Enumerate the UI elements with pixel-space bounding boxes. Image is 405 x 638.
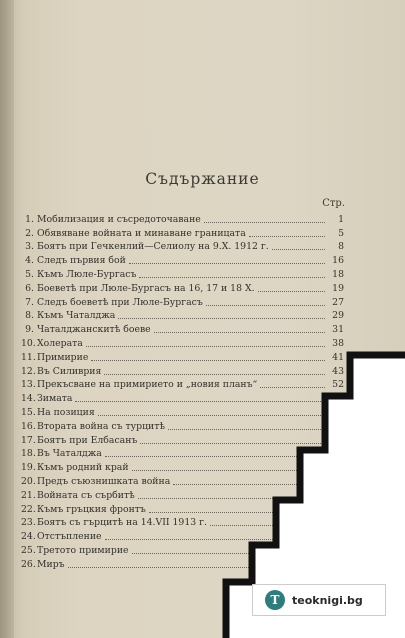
toc-entry-title: Войната съ сърбитѣ xyxy=(37,489,135,501)
toc-entry-title: Прекъсване на примирието и „новия планъ“ xyxy=(37,379,258,391)
toc-entry-page: 52 xyxy=(332,379,344,391)
toc-entry-title: Чаталджанскитѣ боеве xyxy=(37,324,151,336)
toc-entry-page: 1 xyxy=(338,213,344,225)
toc-entry-number: 22. xyxy=(21,503,36,515)
toc-entry-title: На позиция xyxy=(37,406,95,418)
book-logo-icon xyxy=(265,590,285,610)
toc-entry-title: Къмъ гръцкия фронтъ xyxy=(37,503,146,515)
toc-entry-number: 4. xyxy=(25,255,34,267)
toc-entry-number: 14. xyxy=(21,393,36,405)
toc-entry-title: Предъ съюзнишката война xyxy=(37,475,171,487)
toc-entry-page: 41 xyxy=(332,351,344,363)
toc-entry-number: 8. xyxy=(25,310,34,322)
toc-entry-page: 43 xyxy=(332,365,344,377)
toc-entry-title: Примирие xyxy=(37,351,89,363)
toc-entry-title: Следъ първия бой xyxy=(37,255,126,267)
toc-entry-title: Следъ боеветѣ при Люле-Бургасъ xyxy=(37,296,203,308)
page-column-header: Стр. xyxy=(322,198,345,209)
toc-entry-page: 18 xyxy=(332,268,344,280)
toc-entry-number: 17. xyxy=(21,434,36,446)
toc-entry-title: Боятъ съ гърцитѣ на 14.VII 1913 г. xyxy=(37,517,207,529)
toc-entry-title: Боятъ при Гечкенлий—Селиолу на 9.Х. 1912 г. xyxy=(37,241,269,253)
watermark-logo xyxy=(252,584,386,616)
toc-entry-title: Отстъпление xyxy=(37,531,102,543)
toc-entry-title: Боеветѣ при Люле-Бургасъ на 16, 17 и 18 Х. xyxy=(37,282,255,294)
toc-entry-title: Боятъ при Елбасанъ xyxy=(37,434,138,446)
toc-entry-title: Холерата xyxy=(37,337,83,349)
toc-entry-number: 25. xyxy=(21,544,36,556)
toc-entry-number: 24. xyxy=(21,531,36,543)
toc-entry-number: 20. xyxy=(21,475,36,487)
toc-entry-title: Обявяване войната и минаване границата xyxy=(37,227,246,239)
toc-entry-number: 21. xyxy=(21,489,36,501)
toc-entry-number: 2. xyxy=(25,227,34,239)
toc-entry-title: Въ Чаталджа xyxy=(37,448,102,460)
toc-entry-number: 16. xyxy=(21,420,36,432)
toc-entry-page: 8 xyxy=(338,241,344,253)
toc-entry-title: Зимата xyxy=(37,393,73,405)
toc-entry-page: 31 xyxy=(332,324,344,336)
toc-entry-number: 3. xyxy=(25,241,34,253)
toc-entry-page: 16 xyxy=(332,255,344,267)
toc-entry-title: Къмъ родний край xyxy=(37,462,129,474)
toc-entry-number: 11. xyxy=(21,351,36,363)
toc-entry-title: Третото примирие xyxy=(37,544,129,556)
toc-entry-number: 26. xyxy=(21,558,36,570)
toc-entry-number: 10. xyxy=(21,337,36,349)
toc-entry-page: 19 xyxy=(332,282,344,294)
toc-entry-number: 13. xyxy=(21,379,36,391)
toc-entry-number: 23. xyxy=(21,517,36,529)
toc-entry-number: 7. xyxy=(25,296,34,308)
toc-entry-number: 19. xyxy=(21,462,36,474)
toc-entry-title: Мобилизация и съсредоточаване xyxy=(37,213,201,225)
toc-entry-number: 15. xyxy=(21,406,36,418)
toc-entry-title: Къмъ Люле-Бургасъ xyxy=(37,268,137,280)
toc-entry-number: 12. xyxy=(21,365,36,377)
toc-title: Съдържание xyxy=(145,170,260,188)
logo-letter: T xyxy=(270,593,280,607)
toc-entry-title: Къмъ Чаталджа xyxy=(37,310,116,322)
toc-entry-number: 5. xyxy=(25,268,34,280)
toc-entry-page: 27 xyxy=(332,296,344,308)
toc-entry-number: 9. xyxy=(25,324,34,336)
watermark-site-name: teoknigi.bg xyxy=(292,593,363,607)
toc-entry-title: Втората война съ турцитѣ xyxy=(37,420,165,432)
toc-entry-title: Миръ xyxy=(37,558,65,570)
toc-entry-page: 29 xyxy=(332,310,344,322)
toc-entry-number: 1. xyxy=(25,213,34,225)
toc-entry-number: 18. xyxy=(21,448,36,460)
toc-entry-page: 38 xyxy=(332,337,344,349)
toc-entry-page: 5 xyxy=(338,227,344,239)
toc-entry-title: Въ Силиврия xyxy=(37,365,102,377)
toc-entry-number: 6. xyxy=(25,282,34,294)
